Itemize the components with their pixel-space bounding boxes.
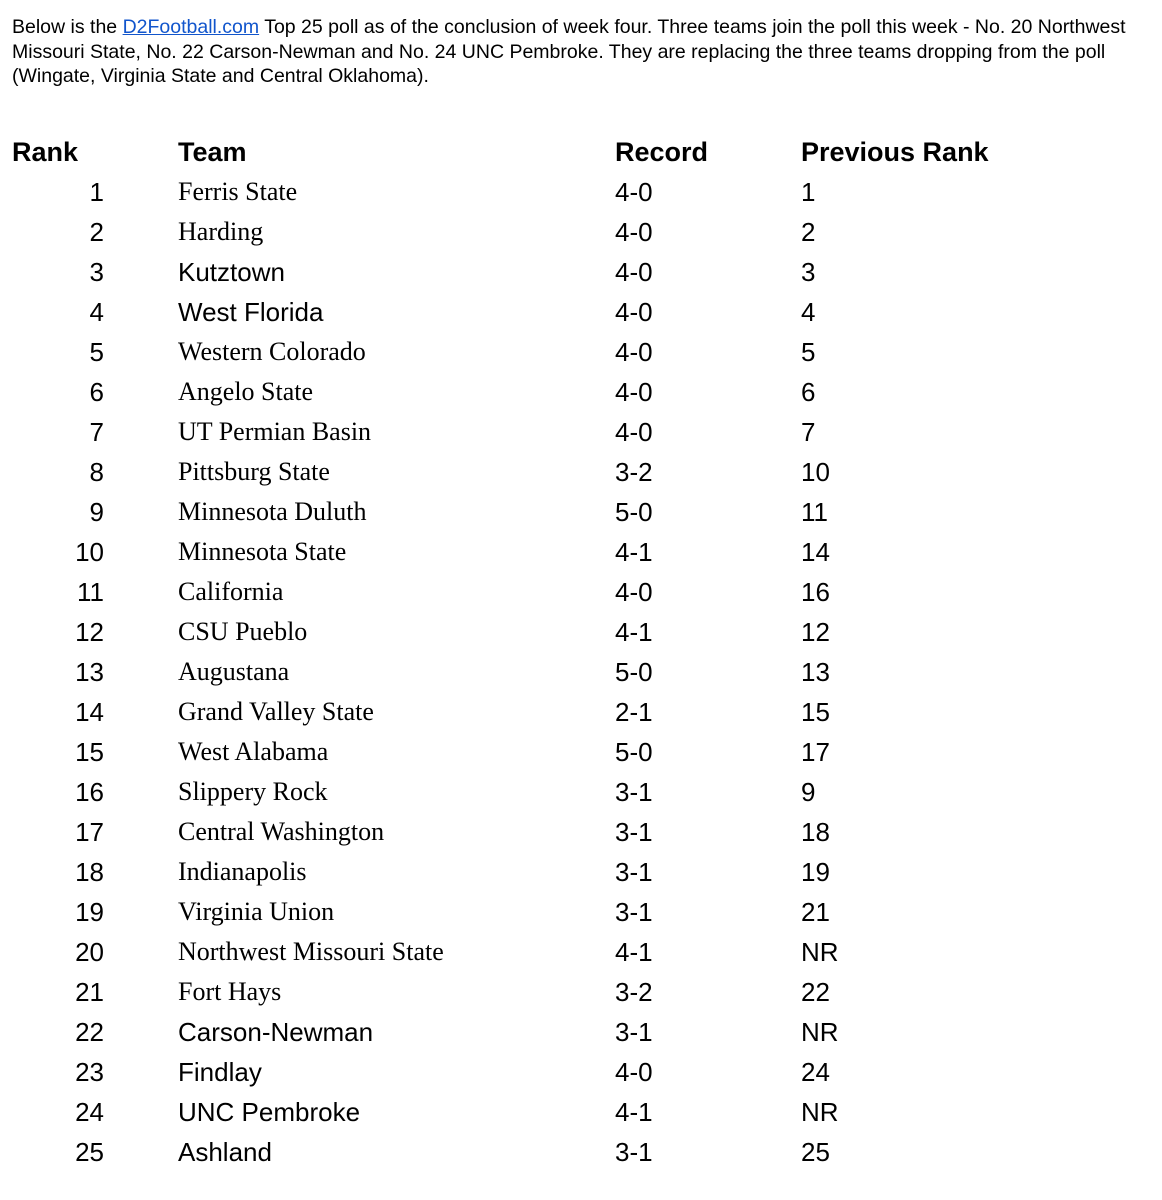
team-cell: Northwest Missouri State — [178, 937, 444, 966]
previous-rank-cell: 18 — [801, 817, 830, 847]
record-cell: 3-1 — [615, 777, 653, 807]
rank-cell: 5 — [89, 337, 104, 367]
record-cell: 4-0 — [615, 257, 653, 287]
table-row — [0, 492, 1162, 532]
record-cell: 4-1 — [615, 937, 653, 967]
table-row — [0, 932, 1162, 972]
team-cell: UNC Pembroke — [178, 1097, 361, 1127]
team-cell: Ashland — [178, 1137, 272, 1167]
header-previous-rank: Previous Rank — [801, 137, 989, 167]
team-cell: West Alabama — [178, 737, 329, 766]
record-cell: 4-1 — [615, 617, 653, 647]
rank-cell: 25 — [75, 1137, 104, 1167]
record-cell: 3-2 — [615, 977, 653, 1007]
record-cell: 5-0 — [615, 657, 653, 687]
table-row — [0, 852, 1162, 892]
team-cell: Ferris State — [178, 177, 298, 206]
rank-cell: 21 — [75, 977, 104, 1007]
team-cell: Fort Hays — [178, 977, 282, 1006]
rank-cell: 22 — [75, 1017, 104, 1047]
record-cell: 3-1 — [615, 857, 653, 887]
team-cell: Augustana — [178, 657, 290, 686]
table-row — [0, 652, 1162, 692]
table-row — [0, 252, 1162, 292]
rank-cell: 11 — [77, 577, 104, 607]
previous-rank-cell: 2 — [801, 217, 816, 247]
rank-cell: 16 — [75, 777, 104, 807]
table-row — [0, 692, 1162, 732]
record-cell: 4-1 — [615, 537, 653, 567]
team-cell: Angelo State — [178, 377, 314, 406]
intro-text-before-link: Below is the — [12, 16, 123, 38]
team-cell: West Florida — [178, 297, 324, 327]
record-cell: 4-0 — [615, 417, 653, 447]
rank-cell: 10 — [75, 537, 104, 567]
record-cell: 4-0 — [615, 577, 653, 607]
table-row — [0, 532, 1162, 572]
table-row — [0, 1012, 1162, 1052]
team-cell: Virginia Union — [178, 897, 335, 926]
rank-cell: 2 — [89, 217, 104, 247]
team-cell: Indianapolis — [178, 857, 307, 886]
team-cell: Findlay — [178, 1057, 262, 1087]
team-cell: Western Colorado — [178, 337, 366, 366]
record-cell: 5-0 — [615, 497, 653, 527]
team-cell: Minnesota Duluth — [178, 497, 367, 526]
team-cell: UT Permian Basin — [178, 417, 372, 446]
team-cell: Harding — [178, 217, 264, 246]
rank-cell: 24 — [75, 1097, 104, 1127]
team-cell: Pittsburg State — [178, 457, 330, 486]
team-cell: CSU Pueblo — [178, 617, 308, 646]
rank-cell: 19 — [75, 897, 104, 927]
team-cell: Carson-Newman — [178, 1017, 374, 1047]
team-cell: Central Washington — [178, 817, 385, 846]
rank-cell: 13 — [75, 657, 104, 687]
team-cell: California — [178, 577, 284, 606]
previous-rank-cell: 15 — [801, 697, 830, 727]
previous-rank-cell: 3 — [801, 257, 816, 287]
previous-rank-cell: NR — [801, 1097, 839, 1127]
rank-cell: 15 — [75, 737, 104, 767]
previous-rank-cell: 5 — [801, 337, 816, 367]
previous-rank-cell: 17 — [801, 737, 830, 767]
table-row — [0, 1052, 1162, 1092]
table-row — [0, 772, 1162, 812]
table-row — [0, 732, 1162, 772]
rank-cell: 9 — [89, 497, 104, 527]
table-row — [0, 412, 1162, 452]
table-row — [0, 972, 1162, 1012]
table-row — [0, 1092, 1162, 1132]
previous-rank-cell: 4 — [801, 297, 816, 327]
previous-rank-cell: 9 — [801, 777, 816, 807]
table-row — [0, 572, 1162, 612]
team-cell: Kutztown — [178, 257, 285, 287]
record-cell: 4-0 — [615, 337, 653, 367]
previous-rank-cell: 14 — [801, 537, 830, 567]
previous-rank-cell: 21 — [801, 897, 830, 927]
team-cell: Minnesota State — [178, 537, 347, 566]
previous-rank-cell: 13 — [801, 657, 830, 687]
intro-text-after-link: Top 25 poll as of the conclusion of week four. Three teams join the poll this week - No. 20 Northwest Missouri State, No. 22 Carson-Newman and No. 24 UNC Pembroke. They are replacing the three teams dropping from the poll (Wingate, Virginia State and Central Oklahoma). — [12, 16, 1126, 87]
table-row — [0, 612, 1162, 652]
table-row — [0, 212, 1162, 252]
record-cell: 3-1 — [615, 817, 653, 847]
previous-rank-cell: 1 — [801, 177, 816, 207]
rank-cell: 4 — [89, 297, 104, 327]
record-cell: 4-0 — [615, 297, 653, 327]
rank-cell: 7 — [89, 417, 104, 447]
table-row — [0, 172, 1162, 212]
d2football-link[interactable]: D2Football.com — [122, 16, 260, 38]
previous-rank-cell: 12 — [801, 617, 830, 647]
rank-cell: 3 — [89, 257, 104, 287]
header-record: Record — [615, 137, 709, 167]
previous-rank-cell: 6 — [801, 377, 816, 407]
record-cell: 4-0 — [615, 217, 653, 247]
rank-cell: 12 — [75, 617, 104, 647]
table-row — [0, 332, 1162, 372]
record-cell: 3-1 — [615, 1137, 653, 1167]
rank-cell: 6 — [89, 377, 104, 407]
record-cell: 3-1 — [615, 1017, 653, 1047]
previous-rank-cell: 22 — [801, 977, 830, 1007]
rank-cell: 20 — [75, 937, 104, 967]
rank-cell: 1 — [89, 177, 104, 207]
table-row — [0, 452, 1162, 492]
table-row — [0, 292, 1162, 332]
previous-rank-cell: NR — [801, 1017, 839, 1047]
previous-rank-cell: 19 — [801, 857, 830, 887]
previous-rank-cell: 16 — [801, 577, 830, 607]
previous-rank-cell: 7 — [801, 417, 816, 447]
team-cell: Grand Valley State — [178, 697, 374, 726]
record-cell: 4-0 — [615, 1057, 653, 1087]
previous-rank-cell: NR — [801, 937, 839, 967]
record-cell: 4-1 — [615, 1097, 653, 1127]
rank-cell: 18 — [75, 857, 104, 887]
table-row — [0, 372, 1162, 412]
rank-cell: 14 — [75, 697, 104, 727]
record-cell: 5-0 — [615, 737, 653, 767]
record-cell: 3-2 — [615, 457, 653, 487]
header-rank: Rank — [12, 137, 79, 167]
previous-rank-cell: 11 — [801, 497, 828, 527]
previous-rank-cell: 25 — [801, 1137, 830, 1167]
record-cell: 4-0 — [615, 377, 653, 407]
header-team: Team — [178, 137, 247, 167]
previous-rank-cell: 10 — [801, 457, 830, 487]
rank-cell: 23 — [75, 1057, 104, 1087]
table-row — [0, 1132, 1162, 1172]
intro-paragraph — [12, 15, 1147, 89]
record-cell: 3-1 — [615, 897, 653, 927]
table-row — [0, 892, 1162, 932]
team-cell: Slippery Rock — [178, 777, 328, 806]
rank-cell: 17 — [75, 817, 104, 847]
record-cell: 2-1 — [615, 697, 653, 727]
table-row — [0, 812, 1162, 852]
previous-rank-cell: 24 — [801, 1057, 830, 1087]
record-cell: 4-0 — [615, 177, 653, 207]
rank-cell: 8 — [89, 457, 104, 487]
